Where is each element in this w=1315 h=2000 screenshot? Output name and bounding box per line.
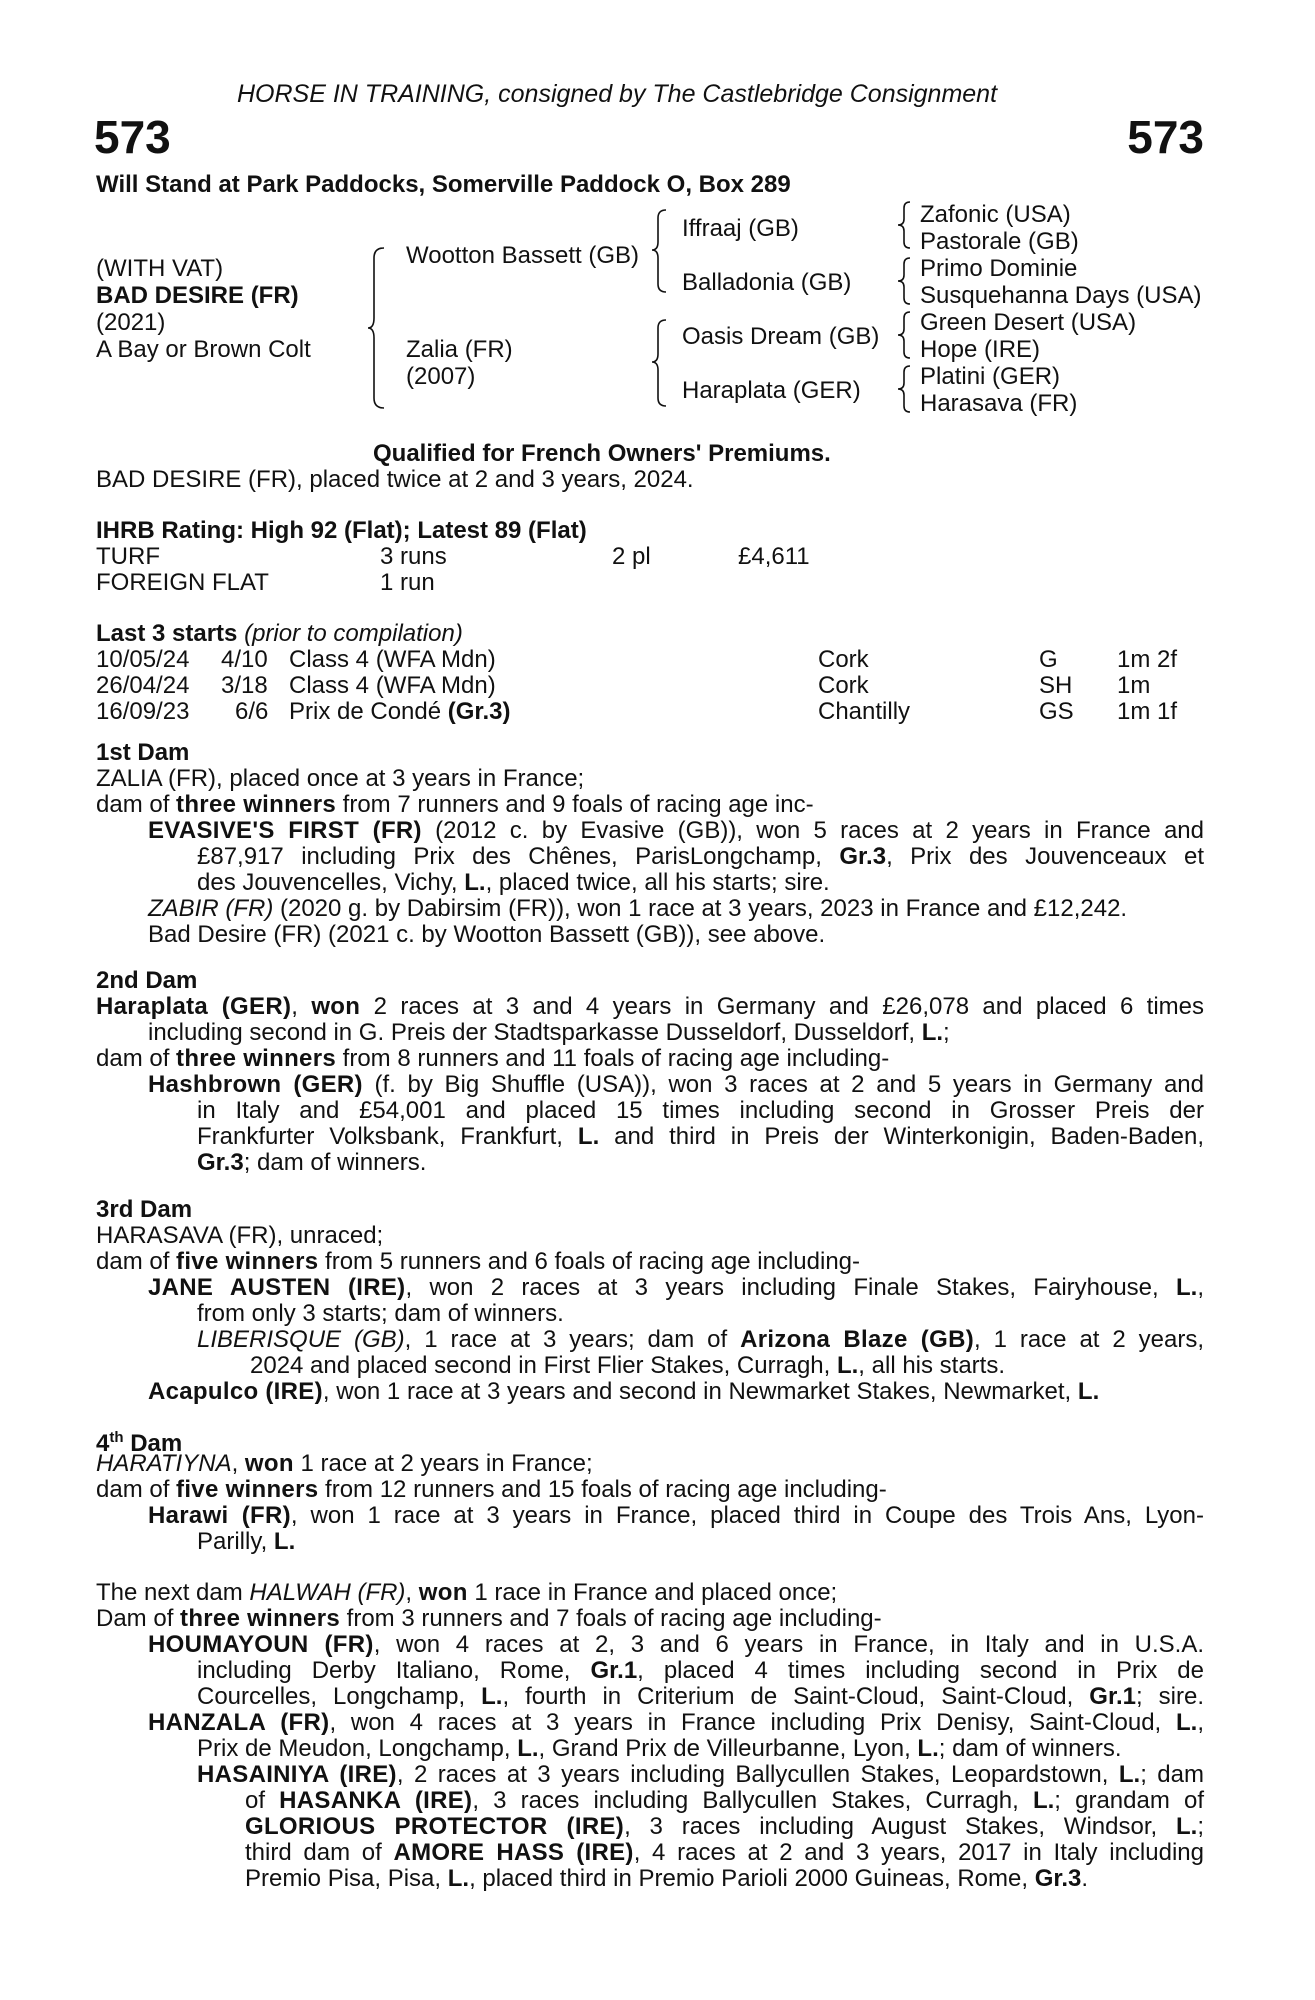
horse-jane-austen: JANE AUSTEN (IRE) (148, 1274, 406, 1301)
pedigree-g6: Hope (IRE) (920, 336, 1041, 363)
hashbrown-line-3 (197, 1124, 1204, 1150)
text: including Derby Italiano, Rome, (197, 1657, 591, 1684)
grade: Gr.3 (1034, 1865, 1082, 1892)
horse-zabir: ZABIR (FR) (148, 895, 274, 922)
pedigree-sire: Wootton Bassett (GB) (406, 242, 639, 269)
pedigree-brace-sire (652, 208, 670, 294)
horse-evasives-first: EVASIVE'S FIRST (FR) (148, 817, 422, 844)
grade: L. (836, 1352, 859, 1379)
start-course: Cork (818, 646, 869, 673)
text: , all his starts. (858, 1352, 1006, 1379)
text: , placed 4 times including second in Prix de (637, 1657, 1204, 1684)
text: Frankfurter Volksbank, Frankfurt, (197, 1123, 578, 1150)
text: ; sire. (1135, 1683, 1204, 1710)
pedigree-brace-g1 (898, 200, 914, 250)
grade: L. (1032, 1787, 1055, 1814)
text: , 1 race at 2 years, (974, 1326, 1204, 1353)
text: from 5 runners and 6 foals of racing age including- (318, 1248, 861, 1275)
grade: Gr.1 (1089, 1683, 1136, 1710)
pedigree-brace-dam (652, 318, 670, 408)
houmayoun-line-1 (148, 1632, 1204, 1658)
pedigree-brace-g2 (898, 256, 914, 306)
horse-name: BAD DESIRE (FR) (96, 282, 299, 309)
page-header-title: HORSE IN TRAINING, consigned by The Castlebridge Consignment (237, 80, 998, 108)
text: , fourth in Criterium de Saint-Cloud, Saint-Cloud, (502, 1683, 1090, 1710)
horse-houmayoun: HOUMAYOUN (FR) (148, 1631, 374, 1658)
dam1-line: ZALIA (FR), placed once at 3 years in France; (96, 765, 585, 792)
last-starts-title: Last 3 starts (96, 620, 238, 647)
dam1-produce-line (96, 792, 814, 818)
winners-count: five winners (176, 1476, 319, 1503)
pedigree-g5: Green Desert (USA) (920, 309, 1137, 336)
grade: L. (464, 869, 486, 896)
grade: L. (1118, 1761, 1141, 1788)
text: third dam of (245, 1839, 394, 1866)
horse-arizona-blaze: Arizona Blaze (GB) (740, 1326, 974, 1353)
jane-austen-line-1 (148, 1275, 1204, 1301)
hasainiya-line-4 (245, 1840, 1204, 1866)
next-dam-produce-line (96, 1606, 882, 1632)
horse-harawi: Harawi (FR) (148, 1502, 291, 1529)
text: , (1197, 1709, 1204, 1736)
won-label: won (311, 993, 361, 1020)
text: 4 (96, 1430, 110, 1457)
dam3-produce-line (96, 1249, 860, 1275)
text: of (245, 1787, 280, 1814)
hanzala-line-2 (197, 1736, 1122, 1762)
grade: L. (1176, 1274, 1198, 1301)
start-date: 26/04/24 (96, 672, 190, 699)
text: The next dam (96, 1579, 250, 1606)
lot-number-right: 573 (1127, 111, 1204, 163)
rating-heading: IHRB Rating: High 92 (Flat); Latest 89 (Flat) (96, 517, 587, 544)
start-position: 3/18 (221, 672, 268, 699)
pedigree-dam-sire: Oasis Dream (GB) (682, 323, 880, 350)
start-position: 6/6 (235, 698, 269, 725)
lot-number-left: 573 (94, 111, 171, 163)
race-summary: BAD DESIRE (FR), placed twice at 2 and 3 years, 2024. (96, 466, 694, 493)
pedigree-dam-year: (2007) (406, 363, 476, 390)
text: ; (943, 1019, 950, 1046)
start-race: Prix de Condé (289, 698, 442, 725)
start-course: Chantilly (818, 698, 911, 725)
horse-hasainiya: HASAINIYA (IRE) (197, 1761, 397, 1788)
text: , (291, 993, 312, 1020)
dam2-line-1 (96, 994, 1204, 1020)
text: 2 races at 3 and 4 years in Germany and £26,078 and placed 6 times (360, 993, 1205, 1020)
start-distance: 1m 2f (1117, 646, 1178, 673)
pedigree-sire-dam: Balladonia (GB) (682, 269, 852, 296)
grade: Gr.1 (590, 1657, 638, 1684)
grade: L. (273, 1528, 296, 1555)
start-distance: 1m 1f (1117, 698, 1178, 725)
hasainiya-line-1 (197, 1762, 1204, 1788)
hasainiya-line-2 (245, 1788, 1204, 1814)
vat-label: (WITH VAT) (96, 255, 224, 282)
text: , won 1 race at 3 years in France, placed third in Coupe des Trois Ans, Lyon- (290, 1502, 1204, 1529)
hashbrown-line-4 (197, 1150, 426, 1176)
pedigree-dam: Zalia (FR) (406, 336, 513, 363)
pedigree-g8: Harasava (FR) (920, 390, 1078, 417)
text: ; (1197, 1813, 1204, 1840)
grade: L. (481, 1683, 503, 1710)
grade: L. (917, 1735, 939, 1762)
horse-description: A Bay or Brown Colt (96, 336, 311, 363)
won-label: won (244, 1450, 294, 1477)
text: Courcelles, Longchamp, (197, 1683, 482, 1710)
pedigree-sire-sire: Iffraaj (GB) (682, 215, 799, 242)
hashbrown-line-2: in Italy and £54,001 and placed 15 times including second in Grosser Preis der (197, 1097, 1204, 1124)
rating-prize: £4,611 (738, 543, 810, 570)
grade: L. (1077, 1378, 1100, 1405)
text: (2012 c. by Evasive (GB)), won 5 races at 2 years in France and (421, 817, 1204, 844)
horse-haratiyna: HARATIYNA (96, 1450, 232, 1477)
text: from 3 runners and 7 foals of racing age including- (339, 1605, 882, 1632)
dam3-heading: 3rd Dam (96, 1196, 193, 1223)
evasive-line-3 (197, 870, 830, 896)
text: , 4 races at 2 and 3 years, 2017 in Italy including (633, 1839, 1204, 1866)
hasainiya-line-5 (245, 1866, 1088, 1892)
rating-type: FOREIGN FLAT (96, 569, 269, 596)
text: £87,917 including Prix des Chênes, ParisLongchamp, (197, 843, 840, 870)
pedigree-g1: Zafonic (USA) (920, 201, 1071, 228)
text: ; dam of winners. (243, 1149, 427, 1176)
horse-glorious-protector: GLORIOUS PROTECTOR (IRE) (245, 1813, 625, 1840)
dam2-line-2 (148, 1020, 950, 1046)
pedigree-g7: Platini (GER) (920, 363, 1061, 390)
rating-runs: 1 run (380, 569, 435, 596)
rating-runs: 3 runs (380, 543, 447, 570)
text: , Grand Prix de Villeurbanne, Lyon, (538, 1735, 918, 1762)
liberisque-line-2 (250, 1353, 1005, 1379)
dam4-line (96, 1451, 593, 1477)
horse-amore-hass: AMORE HASS (IRE) (393, 1839, 634, 1866)
hasainiya-line-3 (245, 1814, 1204, 1840)
liberisque-line-1 (197, 1327, 1204, 1353)
rating-type: TURF (96, 543, 160, 570)
grade: L. (921, 1019, 944, 1046)
pedigree-brace-g4 (898, 364, 914, 414)
last-starts-heading (96, 621, 463, 647)
evasive-line-1 (148, 818, 1204, 844)
text: from 8 runners and 11 foals of racing age including- (336, 1045, 890, 1072)
text: 1 race in France and placed once; (467, 1579, 838, 1606)
text: 1 race at 2 years in France; (293, 1450, 593, 1477)
last-starts-note: (prior to compilation) (244, 620, 463, 647)
text: dam of (96, 791, 177, 818)
text: , won 4 races at 3 years in France including Prix Denisy, Saint-Cloud, (329, 1709, 1176, 1736)
jane-austen-line-2: from only 3 starts; dam of winners. (197, 1300, 564, 1327)
start-course: Cork (818, 672, 869, 699)
ordinal-suffix: th (109, 1429, 124, 1446)
horse-year: (2021) (96, 309, 166, 336)
text: and third in Preis der Winterkonigin, Baden-Baden, (599, 1123, 1204, 1150)
pedigree-g3: Primo Dominie (920, 255, 1078, 282)
horse-liberisque: LIBERISQUE (GB) (197, 1326, 405, 1353)
next-dam-line (96, 1580, 837, 1606)
harawi-line-1 (148, 1503, 1204, 1529)
horse-hashbrown: Hashbrown (GER) (148, 1071, 363, 1098)
grade: L. (577, 1123, 600, 1150)
text: , placed third in Premio Parioli 2000 Guineas, Rome, (469, 1865, 1035, 1892)
text: , 3 races including Ballycullen Stakes, Curragh, (472, 1787, 1033, 1814)
horse-halwah: HALWAH (FR) (249, 1579, 406, 1606)
start-going: SH (1039, 672, 1073, 699)
text: ; dam (1140, 1761, 1204, 1788)
grade: L. (447, 1865, 470, 1892)
acapulco-line (148, 1379, 1099, 1405)
start-race-cell (289, 699, 510, 725)
horse-hanzala: HANZALA (FR) (148, 1709, 330, 1736)
dam2-produce-line (96, 1046, 889, 1072)
text: Premio Pisa, Pisa, (245, 1865, 448, 1892)
zabir-line (148, 896, 1127, 922)
grade: Gr.3 (839, 843, 887, 870)
start-going: GS (1039, 698, 1074, 725)
text: Dam (123, 1430, 183, 1457)
start-date: 16/09/23 (96, 698, 190, 725)
pedigree-g4: Susquehanna Days (USA) (920, 282, 1202, 309)
text: , 1 race at 3 years; dam of (404, 1326, 741, 1353)
text: , placed twice, all his starts; sire. (485, 869, 830, 896)
houmayoun-line-2 (197, 1658, 1204, 1684)
winners-count: three winners (180, 1605, 340, 1632)
text: (f. by Big Shuffle (USA)), won 3 races at 2 and 5 years in Germany and (362, 1071, 1205, 1098)
grade: L. (517, 1735, 539, 1762)
text: , (231, 1450, 245, 1477)
text: Prix de Meudon, Longchamp, (197, 1735, 518, 1762)
text: dam of (96, 1248, 177, 1275)
text: Parilly, (197, 1528, 274, 1555)
text: . (1081, 1865, 1089, 1892)
text: , (405, 1579, 419, 1606)
text: ; dam of winners. (938, 1735, 1122, 1762)
stand-location: Will Stand at Park Paddocks, Somerville Paddock O, Box 289 (96, 171, 791, 198)
horse-acapulco: Acapulco (IRE) (148, 1378, 323, 1405)
winners-count: three winners (176, 791, 336, 818)
text: , Prix des Jouvenceaux et (886, 843, 1204, 870)
start-race: Class 4 (WFA Mdn) (289, 672, 496, 699)
text: from 7 runners and 9 foals of racing age inc- (336, 791, 814, 818)
harawi-line-2 (197, 1529, 295, 1555)
horse-hasanka: HASANKA (IRE) (279, 1787, 473, 1814)
text: dam of (96, 1476, 177, 1503)
text: , 2 races at 3 years including Ballycullen Stakes, Leopardstown, (396, 1761, 1119, 1788)
start-going: G (1039, 646, 1058, 673)
text: including second in G. Preis der Stadtsparkasse Dusseldorf, Dusseldorf, (148, 1019, 922, 1046)
text: (2020 g. by Dabirsim (FR)), won 1 race at 3 years, 2023 in France and £12,242. (273, 895, 1128, 922)
hashbrown-line-1 (148, 1072, 1204, 1098)
horse-haraplata: Haraplata (GER) (96, 993, 292, 1020)
dam1-heading: 1st Dam (96, 739, 190, 766)
start-position: 4/10 (221, 646, 268, 673)
pedigree-brace-main (368, 246, 388, 410)
start-grade: (Gr.3) (447, 698, 511, 725)
pedigree-dam-dam: Haraplata (GER) (682, 377, 861, 404)
evasive-line-2 (197, 844, 1204, 870)
pedigree-brace-g3 (898, 310, 914, 360)
rating-placed: 2 pl (612, 543, 651, 570)
text: , (1197, 1274, 1204, 1301)
start-race: Class 4 (WFA Mdn) (289, 646, 496, 673)
start-date: 10/05/24 (96, 646, 190, 673)
text: ; grandam of (1054, 1787, 1204, 1814)
grade: L. (1175, 1813, 1198, 1840)
text: , won 4 races at 2, 3 and 6 years in France, in Italy and in U.S.A. (373, 1631, 1205, 1658)
text: 2024 and placed second in First Flier Stakes, Curragh, (250, 1352, 837, 1379)
bad-desire-line: Bad Desire (FR) (2021 c. by Wootton Bassett (GB)), see above. (148, 921, 826, 948)
text: des Jouvencelles, Vichy, (197, 869, 465, 896)
grade: L. (1175, 1709, 1198, 1736)
text: , won 1 race at 3 years and second in Newmarket Stakes, Newmarket, (322, 1378, 1078, 1405)
winners-count: five winners (176, 1248, 319, 1275)
winners-count: three winners (176, 1045, 336, 1072)
hanzala-line-1 (148, 1710, 1204, 1736)
qualified-note: Qualified for French Owners' Premiums. (373, 440, 831, 467)
dam2-heading: 2nd Dam (96, 967, 198, 994)
pedigree-g2: Pastorale (GB) (920, 228, 1079, 255)
grade: Gr.3 (197, 1149, 244, 1176)
start-distance: 1m (1117, 672, 1151, 699)
text: dam of (96, 1045, 177, 1072)
won-label: won (418, 1579, 468, 1606)
text: , won 2 races at 3 years including Finale Stakes, Fairyhouse, (405, 1274, 1176, 1301)
dam3-line: HARASAVA (FR), unraced; (96, 1222, 384, 1249)
text: Dam of (96, 1605, 181, 1632)
houmayoun-line-3 (197, 1684, 1204, 1710)
text: , 3 races including August Stakes, Windsor, (624, 1813, 1176, 1840)
text: from 12 runners and 15 foals of racing age including- (318, 1476, 887, 1503)
dam4-produce-line (96, 1477, 887, 1503)
